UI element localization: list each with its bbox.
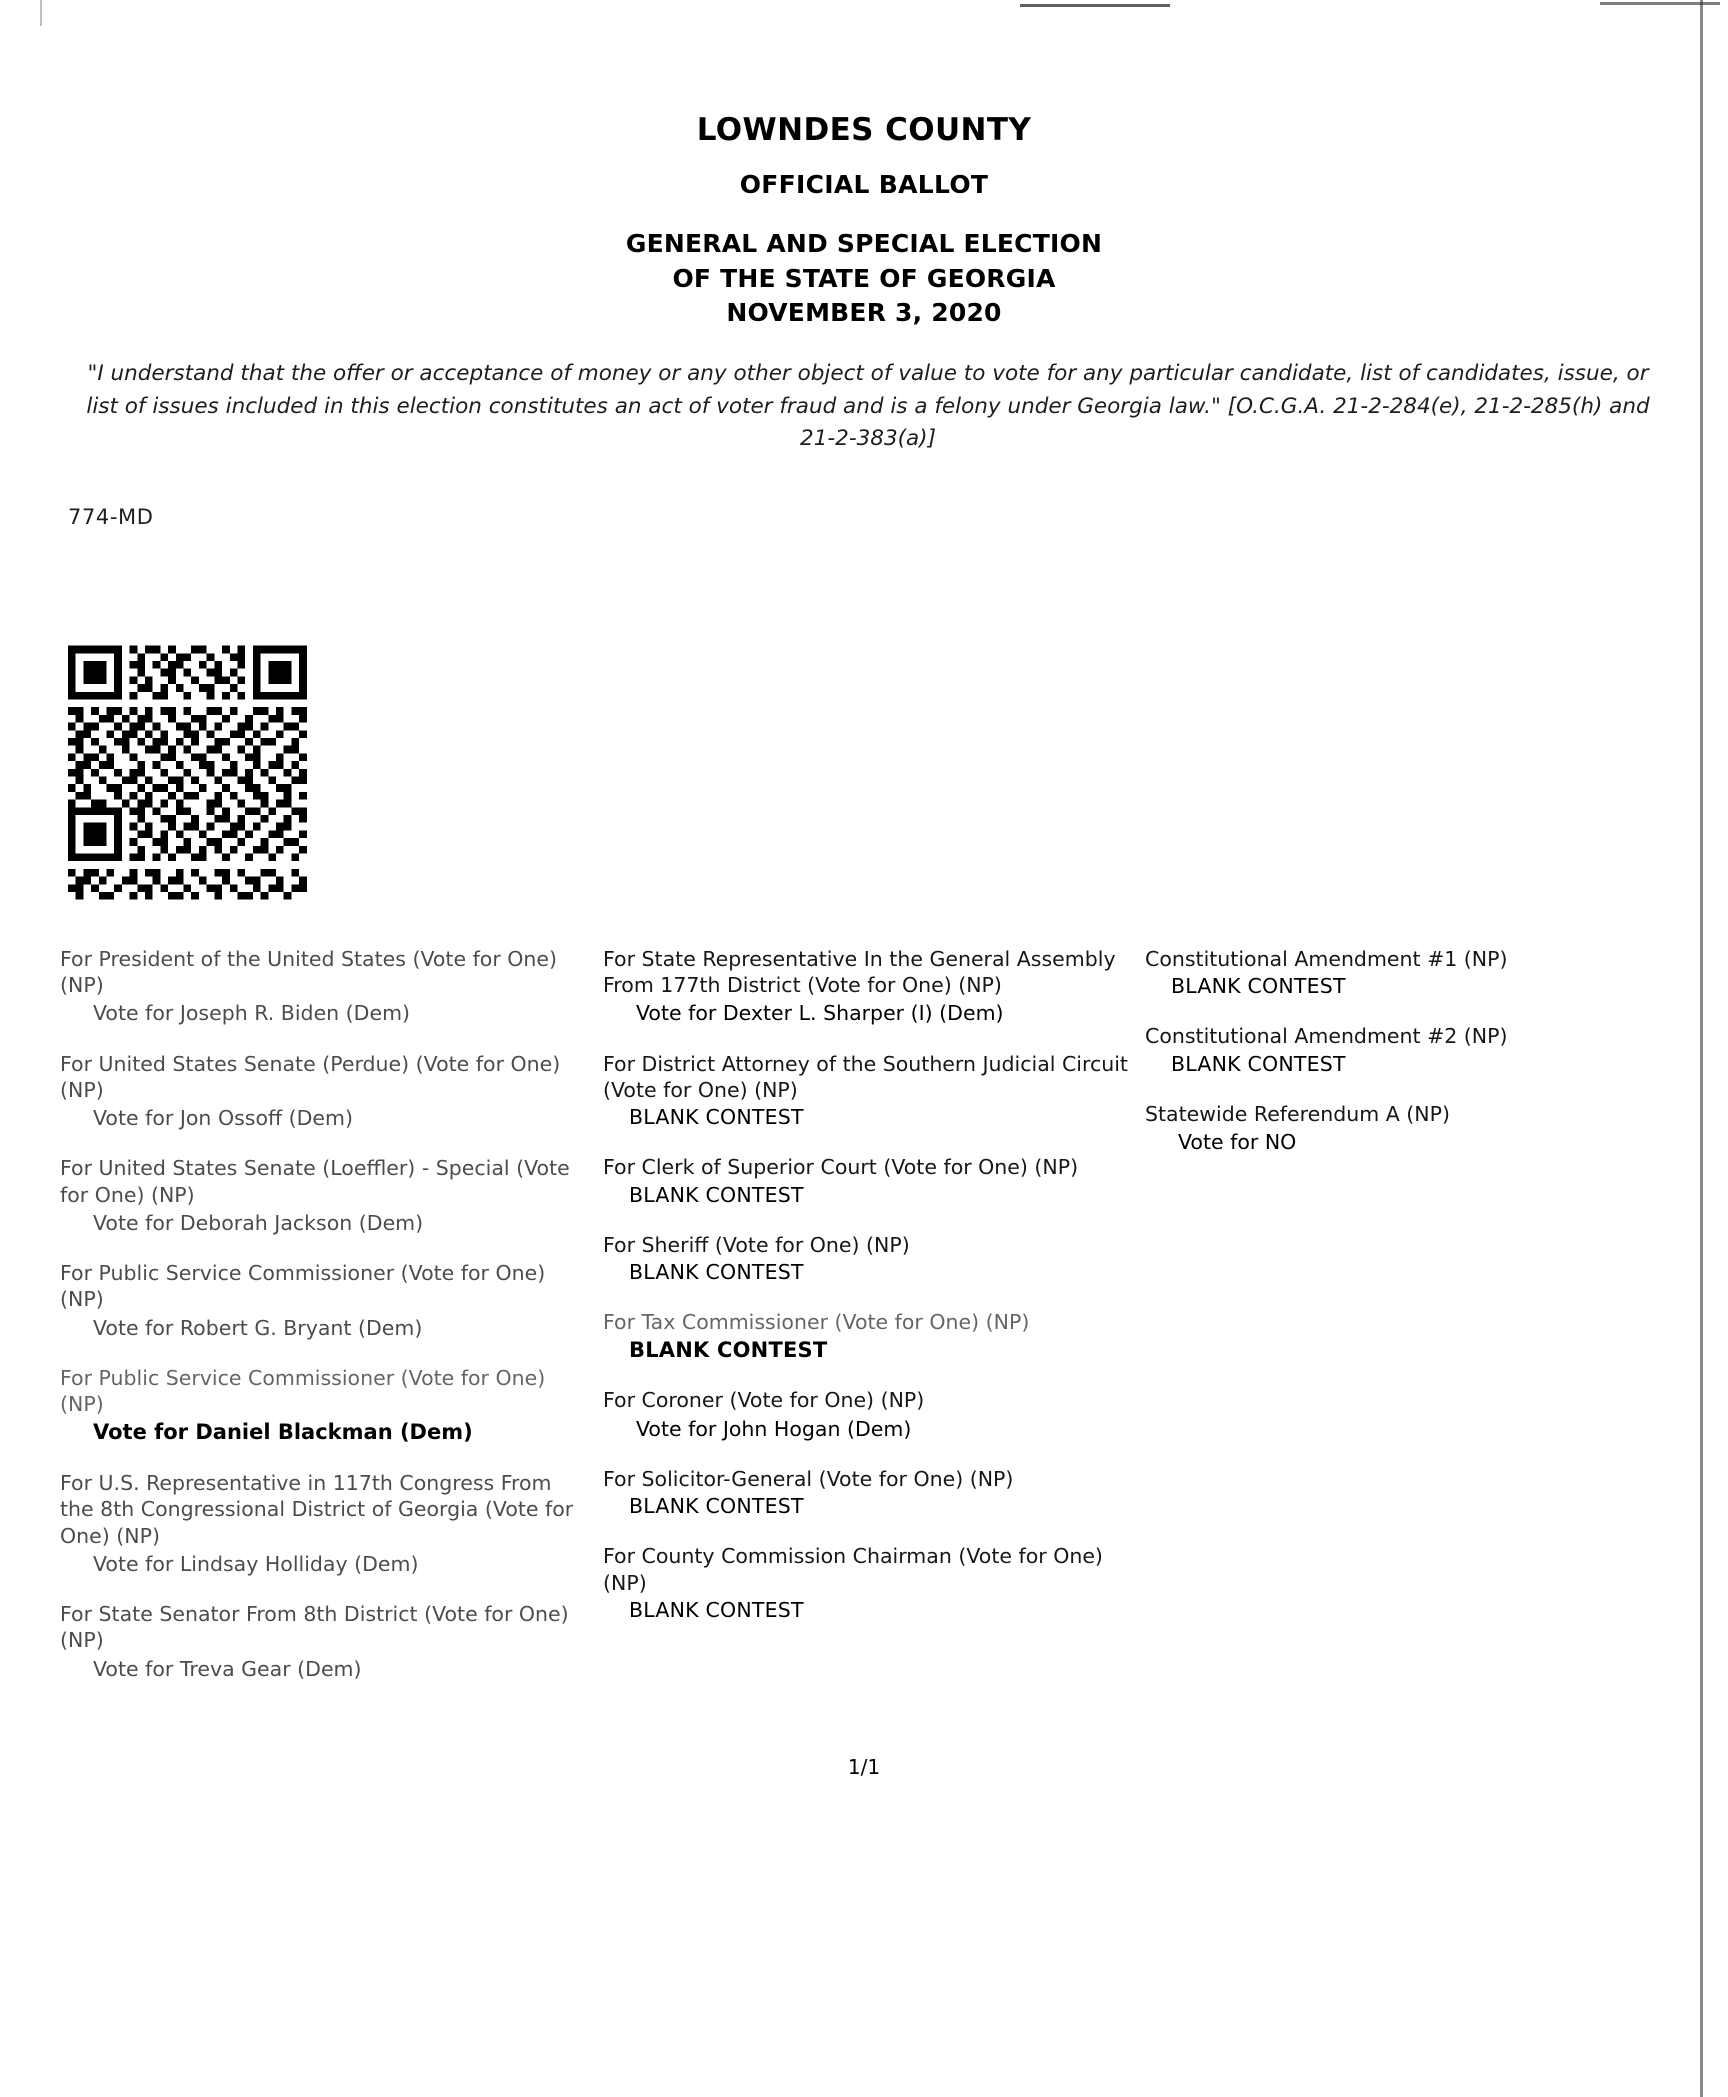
contest-selection: BLANK CONTEST [629, 1337, 828, 1362]
contest-title: For Public Service Commissioner (Vote for One) (NP) [60, 1365, 546, 1417]
ballot-style-code: 774-MD [68, 505, 154, 529]
contest-us-representative-8th-district [60, 1470, 580, 1577]
contest-county-commission-chairman [603, 1543, 1133, 1623]
contest-title: Statewide Referendum A (NP) [1145, 1101, 1450, 1126]
contest-public-service-commissioner-1 [60, 1260, 580, 1341]
contest-title: For Sheriff (Vote for One) (NP) [603, 1232, 910, 1257]
contest-selection: Vote for Treva Gear (Dem) [93, 1656, 362, 1681]
contest-title: For County Commission Chairman (Vote for One) (NP) [603, 1544, 1103, 1595]
election-title-line-1: GENERAL AND SPECIAL ELECTION [625, 229, 1103, 259]
contest-statewide-referendum-a [1145, 1101, 1665, 1155]
contest-title: For State Senator From 8th District (Vote for One) (NP) [60, 1602, 569, 1653]
contest-sheriff [603, 1232, 1133, 1285]
contest-selection: BLANK CONTEST [629, 1105, 804, 1130]
contest-selection: Vote for John Hogan (Dem) [636, 1416, 912, 1441]
election-title-line-2: OF THE STATE OF GEORGIA [672, 263, 1056, 293]
contest-public-service-commissioner-2 [60, 1365, 580, 1446]
contest-solicitor-general [603, 1466, 1133, 1519]
contest-selection: Vote for NO [1178, 1130, 1297, 1155]
page-number: 1/1 [847, 1755, 881, 1779]
voter-fraud-oath: "I understand that the offer or acceptance of money or any other object of value to vote for any particular candidate, list of candidates, issue, or list of issues included in this election constitutes an act of voter fraud and is a felony under Georgia law." [O.C.G.A. 21-2-284(e), 21-2-285(h) and 21-2-383(a)] [86, 361, 1650, 452]
contest-selection: Vote for Daniel Blackman (Dem) [93, 1420, 473, 1445]
contest-title: For U.S. Representative in 117th Congress From the 8th Congressional District of Georgia (Vote for One) (NP) [60, 1471, 574, 1548]
county-title: LOWNDES COUNTY [696, 112, 1032, 148]
contest-selection: BLANK CONTEST [629, 1182, 804, 1207]
contest-title: For Coroner (Vote for One) (NP) [603, 1388, 925, 1413]
ballot-header [0, 112, 1728, 331]
contest-column-1 [60, 946, 580, 1706]
contest-selection: BLANK CONTEST [1171, 1051, 1346, 1076]
contest-president [60, 946, 580, 1027]
contest-title: For Public Service Commissioner (Vote for One) (NP) [60, 1261, 546, 1312]
contest-selection: Vote for Deborah Jackson (Dem) [93, 1210, 424, 1235]
contest-selection: Vote for Dexter L. Sharper (I) (Dem) [636, 1001, 1004, 1026]
contest-column-2 [603, 946, 1133, 1647]
contest-title: For United States Senate (Perdue) (Vote for One) (NP) [60, 1051, 561, 1102]
contest-selection: Vote for Jon Ossoff (Dem) [93, 1106, 353, 1131]
contest-state-representative-177th [603, 946, 1133, 1027]
contest-column-3 [1145, 946, 1665, 1179]
contest-us-senate-perdue [60, 1051, 580, 1132]
contest-constitutional-amendment-1 [1145, 946, 1665, 999]
scan-edge-mark [1020, 4, 1170, 7]
contest-title: For Tax Commissioner (Vote for One) (NP) [603, 1310, 1030, 1335]
contest-clerk-superior-court [603, 1154, 1133, 1207]
contest-selection: Vote for Lindsay Holliday (Dem) [93, 1551, 419, 1576]
election-title [0, 227, 1728, 331]
contest-state-senator-8th-district [60, 1601, 580, 1682]
official-ballot-label: OFFICIAL BALLOT [739, 170, 989, 200]
contest-selection: BLANK CONTEST [629, 1260, 804, 1285]
contest-selection: BLANK CONTEST [1171, 974, 1346, 999]
contest-title: For District Attorney of the Southern Judicial Circuit (Vote for One) (NP) [603, 1051, 1128, 1102]
contest-columns [60, 946, 1680, 1706]
contest-selection: Vote for Joseph R. Biden (Dem) [93, 1001, 411, 1026]
contest-selection: BLANK CONTEST [629, 1597, 804, 1622]
contest-selection: Vote for Robert G. Bryant (Dem) [93, 1315, 423, 1340]
contest-title: For President of the United States (Vote for One) (NP) [60, 947, 558, 998]
contest-tax-commissioner [603, 1309, 1133, 1363]
contest-us-senate-loeffler-special [60, 1155, 580, 1236]
qr-code-icon [68, 645, 353, 908]
contest-constitutional-amendment-2 [1145, 1023, 1665, 1076]
contest-title: Constitutional Amendment #1 (NP) [1145, 947, 1508, 971]
contest-selection: BLANK CONTEST [629, 1494, 804, 1519]
scan-edge-line [40, 0, 42, 26]
contest-title: For State Representative In the General Assembly From 177th District (Vote for One) (NP) [603, 947, 1116, 998]
contest-title: For Clerk of Superior Court (Vote for One) (NP) [603, 1155, 1079, 1180]
contest-coroner [603, 1387, 1133, 1441]
election-date: NOVEMBER 3, 2020 [726, 298, 1002, 328]
contest-title: For United States Senate (Loeffler) - Special (Vote for One) (NP) [60, 1156, 570, 1207]
contest-title: For Solicitor-General (Vote for One) (NP) [603, 1466, 1014, 1491]
contest-district-attorney [603, 1051, 1133, 1131]
contest-title: Constitutional Amendment #2 (NP) [1145, 1024, 1508, 1049]
